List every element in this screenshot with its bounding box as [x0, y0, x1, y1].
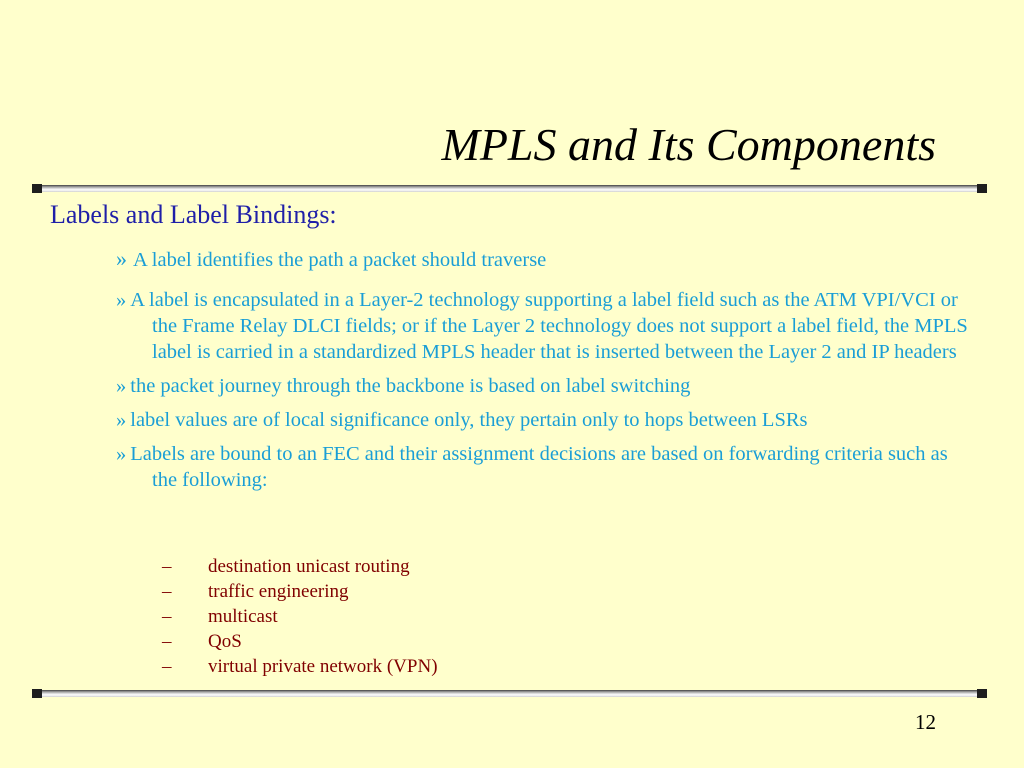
- dash-marker: –: [162, 656, 172, 677]
- bullet-marker: »: [116, 443, 127, 465]
- bullet-text: label values are of local significance only, they pertain only to hops between LSRs: [130, 409, 808, 431]
- sub-bullet-list: [162, 554, 438, 679]
- bottom-divider: [32, 690, 987, 697]
- bullet-text: A label is encapsulated in a Layer-2 technology supporting a label field such as the ATM VPI/VCI or the Frame Relay DLCI fields; or if the Layer 2 technology does not support a label field, the MPLS label is carried in a standardized MPLS header that is inserted between the Layer 2 and IP headers: [130, 289, 968, 363]
- slide-title: MPLS and Its Components: [441, 119, 936, 170]
- dash-marker: –: [162, 606, 172, 627]
- bullet-marker: »: [116, 409, 127, 431]
- sub-item: [162, 629, 438, 654]
- section-heading: Labels and Label Bindings:: [50, 200, 337, 229]
- bullet-item: [116, 407, 976, 433]
- sub-item: [162, 579, 438, 604]
- dash-marker: –: [162, 631, 172, 652]
- sub-item: [162, 654, 438, 679]
- bullet-item: [116, 246, 976, 273]
- bullet-item: [116, 441, 976, 493]
- sub-item-text: QoS: [208, 631, 242, 652]
- sub-item-text: virtual private network (VPN): [208, 656, 438, 677]
- sub-item-text: traffic engineering: [208, 581, 349, 602]
- page-number: 12: [915, 710, 936, 734]
- bullet-item: [116, 373, 976, 399]
- top-divider: [32, 185, 987, 192]
- bullet-list: [116, 246, 976, 501]
- dash-marker: –: [162, 556, 172, 577]
- bullet-marker: »: [116, 375, 127, 397]
- bullet-text: Labels are bound to an FEC and their assignment decisions are based on forwarding criteria such as the following:: [130, 443, 948, 491]
- bullet-item: [116, 287, 976, 365]
- bullet-marker: »: [116, 246, 127, 271]
- sub-item: [162, 554, 438, 579]
- sub-item-text: destination unicast routing: [208, 556, 410, 577]
- sub-item: [162, 604, 438, 629]
- bullet-text: A label identifies the path a packet should traverse: [133, 249, 547, 271]
- sub-item-text: multicast: [208, 606, 278, 627]
- bullet-marker: »: [116, 289, 127, 311]
- dash-marker: –: [162, 581, 172, 602]
- bullet-text: the packet journey through the backbone is based on label switching: [130, 375, 691, 397]
